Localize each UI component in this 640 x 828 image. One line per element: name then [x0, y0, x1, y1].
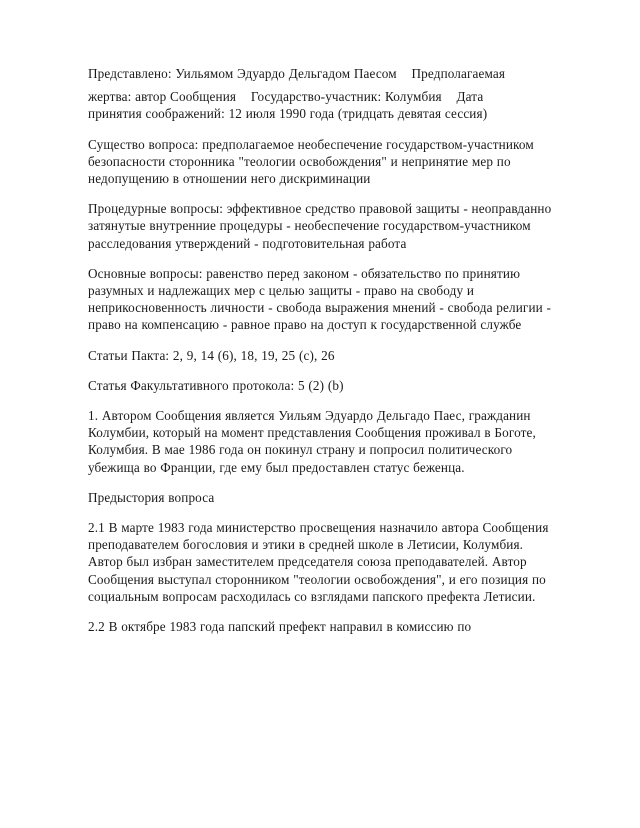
paragraph-1-author-identity: 1. Автором Сообщения является Уильям Эдуардо Дельгадо Паес, гражданин Колумбии, который на момент представления Сообщения проживал в Боготе, Колумбия. В мае 1986 года он покинул страну и попросил политического убежища во Франции, где ему был предоставлен статус беженца. — [88, 408, 536, 475]
paragraph-2-2-prefect-complaint: 2.2 В октябре 1983 года папский префект направил в комиссию по — [88, 619, 472, 635]
paragraph-subject-matter: Существо вопроса: предполагаемое необеспечение государством-участником безопасности сторонника "теологии освобождения" и непринятие мер по недопущению в отношении него дискриминации — [88, 136, 534, 187]
document-text-body — [88, 52, 558, 635]
paragraph-submitted-by — [88, 65, 558, 123]
paragraph-2-1-appointment: 2.1 В марте 1983 года министерство просвещения назначило автора Сообщения преподавателем богословия и этики в средней школе в Летисии, Колумбия. Автор был избран заместителем председателя союза преподавателей. Автор Сообщения выступал сторонником "теологии освобождения", и его позиция по социальным вопросам расходилась со взглядами папского префекта Летисии. — [88, 520, 549, 604]
paragraph-substantive-issues: Основные вопросы: равенство перед законом - обязательство по принятию разумных и надлежащих мер с целью защиты - право на свободу и неприкосновенность личности - свобода выражения мнений - свобода религии - право на компенсацию - равное право на доступ к государственной службе — [88, 265, 552, 333]
heading-background: Предыстория вопроса — [88, 489, 215, 505]
submitted-by-line-3: принятия соображений: 12 июля 1990 года (тридцать девятая сессия) — [88, 106, 488, 122]
submitted-by-line-1: Представлено: Уильямом Эдуардо Дельгадом Паесом Предполагаемая — [88, 66, 506, 81]
paragraph-procedural-issues: Процедурные вопросы: эффективное средство правовой защиты - неоправданно затянутые внутренние процедуры - необеспечение государством-участником расследования утверждений - подготовительная работа — [88, 201, 552, 251]
paragraph-optional-protocol-article: Статья Факультативного протокола: 5 (2) (b) — [88, 377, 344, 393]
paragraph-covenant-articles: Статьи Пакта: 2, 9, 14 (6), 18, 19, 25 (с), 26 — [88, 347, 335, 363]
submitted-by-line-2: жертва: автор Сообщения Государство-участник: Колумбия Дата — [88, 89, 484, 105]
